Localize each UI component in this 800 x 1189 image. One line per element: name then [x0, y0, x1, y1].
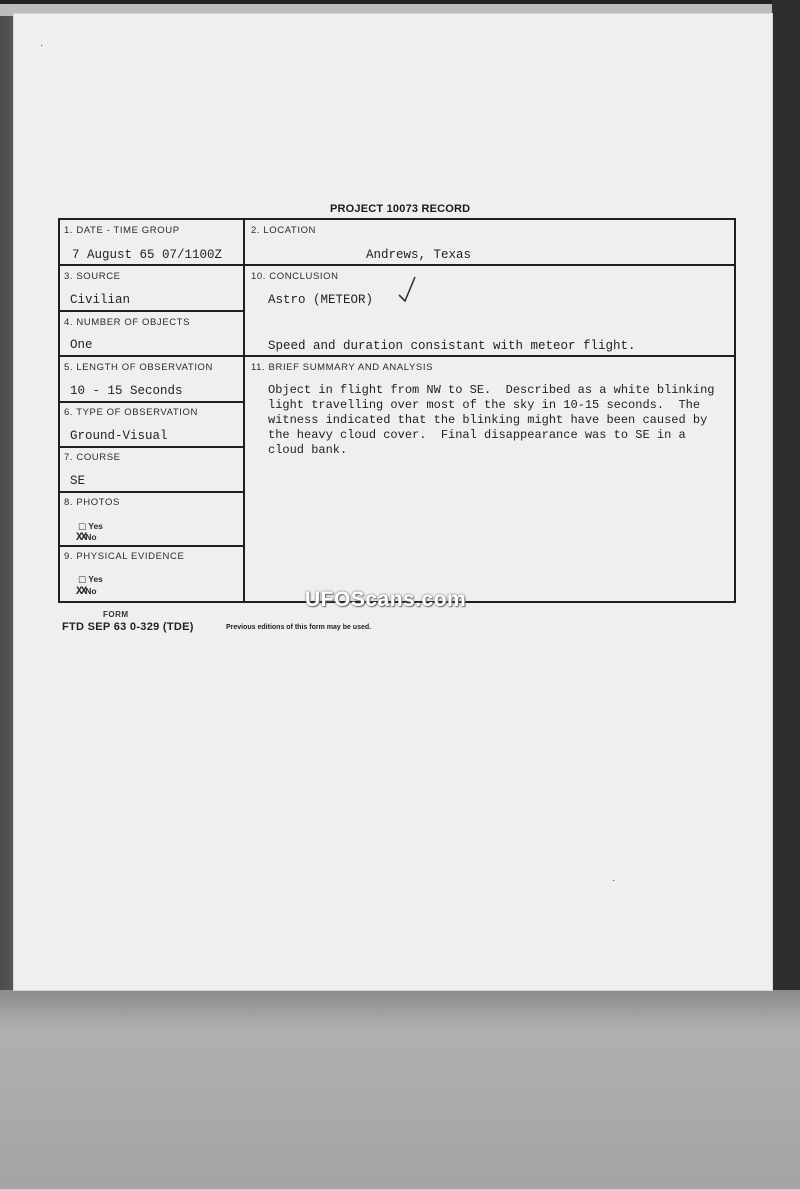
row-divider	[58, 264, 244, 266]
source-value: Civilian	[70, 293, 131, 307]
checkbox-icon: □	[78, 522, 87, 532]
row-divider	[58, 545, 244, 547]
record-title: PROJECT 10073 RECORD	[330, 203, 471, 215]
form-word: FORM	[103, 610, 129, 619]
date-time-label: 1. DATE - TIME GROUP	[64, 225, 180, 236]
photos-yes-option	[78, 521, 103, 532]
form-id: FTD SEP 63 0-329 (TDE)	[62, 621, 194, 633]
checkmark-icon	[398, 275, 418, 305]
photos-label: 8. PHOTOS	[64, 497, 120, 508]
number-of-objects-value: One	[70, 338, 93, 352]
type-of-observation-value: Ground-Visual	[70, 429, 168, 443]
course-value: SE	[70, 474, 86, 488]
photos-yes-label: Yes	[88, 521, 103, 531]
row-divider	[58, 401, 244, 403]
number-of-objects-label: 4. NUMBER OF OBJECTS	[64, 317, 191, 328]
type-of-observation-label: 6. TYPE OF OBSERVATION	[64, 407, 198, 418]
photos-no-mark: XX	[76, 532, 86, 544]
physical-yes-label: Yes	[88, 574, 103, 584]
physical-no-label: No	[85, 586, 97, 596]
row-divider	[58, 446, 244, 448]
physical-yes-option	[78, 574, 103, 585]
location-value: Andrews, Texas	[366, 248, 472, 262]
form-note: Previous editions of this form may be used.	[226, 624, 372, 631]
length-of-observation-label: 5. LENGTH OF OBSERVATION	[64, 362, 214, 373]
row-divider	[243, 264, 736, 266]
date-time-value: 7 August 65 07/1100Z	[72, 248, 223, 262]
course-label: 7. COURSE	[64, 452, 121, 463]
conclusion-value: Astro (METEOR)	[268, 293, 374, 307]
photos-no-option	[76, 532, 97, 544]
summary-text: Object in flight from NW to SE. Described as a white blinking light travelling over most of the sky in 10-15 seconds. The witness indicated that the blinking might have been caused by the heavy cloud cover. Final disappearance was to SE in a cloud bank.	[268, 383, 715, 457]
row-divider	[58, 310, 244, 312]
summary-label: 11. BRIEF SUMMARY AND ANALYSIS	[251, 362, 434, 373]
source-label: 3. SOURCE	[64, 271, 121, 282]
checkbox-icon: □	[78, 575, 87, 585]
conclusion-note: Speed and duration consistant with meteor flight.	[268, 339, 636, 353]
physical-evidence-label: 9. PHYSICAL EVIDENCE	[64, 551, 185, 562]
physical-no-option	[76, 586, 97, 598]
length-of-observation-value: 10 - 15 Seconds	[70, 384, 183, 398]
watermark: UFOScans.com	[305, 588, 467, 611]
speck: ·	[612, 875, 616, 886]
location-label: 2. LOCATION	[251, 225, 317, 236]
speck: ·	[40, 40, 44, 51]
conclusion-label: 10. CONCLUSION	[251, 271, 339, 282]
row-divider	[58, 355, 244, 357]
scan-lower-area	[0, 990, 800, 1189]
physical-no-mark: XX	[76, 586, 86, 598]
photos-no-label: No	[85, 532, 97, 542]
row-divider	[243, 355, 736, 357]
row-divider	[58, 491, 244, 493]
